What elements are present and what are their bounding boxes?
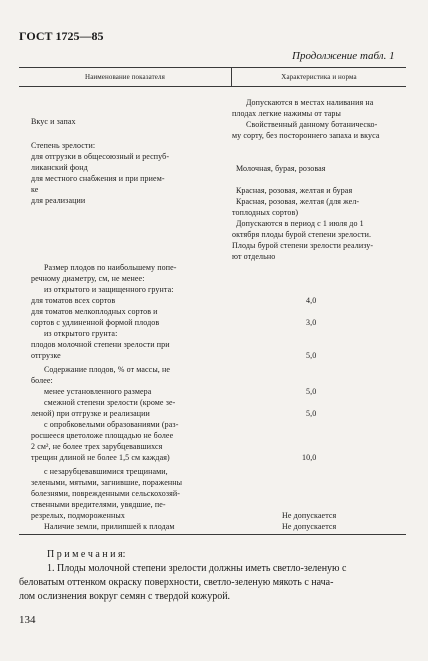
row-taste-smell: Вкус и запах (31, 117, 76, 126)
norm-ripeness-sale-2: топлодных сортов) (232, 208, 299, 217)
norm-size-milk: 5,0 (306, 351, 317, 360)
norm-brown-allowed-3: Плоды бурой степени зрелости реализу- (232, 241, 374, 250)
row-soil: Наличие земли, прилипшей к плодам (44, 522, 175, 531)
row-content: Содержание плодов, % от массы, не (44, 365, 171, 374)
norm-brown-allowed-4: ют отдельно (232, 252, 276, 261)
col-header-parameter: Наименование показателя (85, 73, 165, 81)
row-size-open-protected: из открытого и защищенного грунта: (44, 285, 174, 294)
row-ripeness-sale: для реализации (31, 196, 86, 205)
row-size-milk: плодов молочной степени зрелости при (31, 340, 170, 349)
row-size-small-2: сортов с удлиненной формой плодов (31, 318, 160, 327)
norm-brown-allowed-2: октября плоды бурой степени зрелости. (232, 230, 372, 239)
row-size-small: для томатов мелкоплодных сортов и (31, 307, 158, 316)
note-line-2: беловатым оттенком окраску поверхности, светло-зеленую мякоть с нача- (19, 577, 334, 588)
table-bottom-rule (19, 534, 406, 535)
norm-cracks: Не допускается (282, 511, 337, 520)
row-size-milk-2: отгрузке (31, 351, 61, 360)
row-content-cracks-5: резрелых, подмороженных (31, 511, 125, 520)
row-content-undersize: менее установленного размера (44, 387, 152, 396)
row-content-2: более: (31, 376, 53, 385)
continuation-label: Продолжение табл. 1 (292, 50, 395, 62)
norm-undersize: 5,0 (306, 387, 317, 396)
norm-pressure: Допускаются в местах наливания на (246, 98, 374, 107)
norm-ripeness-union: Молочная, бурая, розовая (236, 164, 326, 173)
row-content-cork-4: трещин длиной не более 1,5 см каждая) (31, 453, 170, 462)
notes-title: П р и м е ч а н и я: (47, 549, 126, 560)
row-content-cracks-3: болезнями, поврежденными сельскохозяй- (31, 489, 181, 498)
table-top-rule (19, 67, 406, 68)
row-content-adjacent-2: леной) при отгрузке и реализации (31, 409, 150, 418)
row-content-cork-2: росшееся цветоложе площадью не более (31, 431, 174, 440)
row-ripeness-union: для отгрузки в общесоюзный и респуб- (31, 152, 170, 161)
norm-brown-allowed: Допускаются в период с 1 июля до 1 (236, 219, 364, 228)
row-size-all-sorts: для томатов всех сортов (31, 296, 116, 305)
header-bottom-rule (19, 86, 406, 87)
row-ripeness-union-2: ликанский фонд (31, 163, 88, 172)
row-content-cracks: с незарубцевавшимися трещинами, (44, 467, 168, 476)
norm-adjacent: 5,0 (306, 409, 317, 418)
col-header-norm: Характеристика и норма (281, 73, 357, 81)
norm-size-all: 4,0 (306, 296, 317, 305)
note-line-3: лом ослизнения вокруг семян с твердой кожурой. (19, 591, 231, 602)
row-size-2: речному диаметру, см, не менее: (31, 274, 145, 283)
row-content-cork-3: 2 см², не более трех зарубцевавшихся (31, 442, 163, 451)
row-ripeness-local-2: ке (31, 185, 39, 194)
norm-soil: Не допускается (282, 522, 337, 531)
row-content-adjacent: смежной степени зрелости (кроме зе- (44, 398, 176, 407)
norm-taste: Свойственный данному ботаническо- (246, 120, 378, 129)
row-ripeness-local: для местного снабжения и при прием- (31, 174, 165, 183)
standard-title: ГОСТ 1725—85 (19, 29, 104, 43)
row-content-cork: с опробковелыми образованиями (раз- (44, 420, 179, 429)
norm-size-small: 3,0 (306, 318, 317, 327)
norm-cork: 10,0 (302, 453, 317, 462)
row-size-open: из открытого грунта: (44, 329, 118, 338)
norm-ripeness-sale: Красная, розовая, желтая (для жел- (236, 197, 360, 206)
row-content-cracks-4: ственными вредителями, увядшие, пе- (31, 500, 166, 509)
row-size: Размер плодов по наибольшему попе- (44, 263, 177, 272)
row-content-cracks-2: зелеными, мятыми, загнившие, пораженны (31, 478, 183, 487)
norm-pressure-2: плодах легкие нажимы от тары (232, 109, 341, 118)
note-line-1: 1. Плоды молочной степени зрелости должны иметь светло-зеленую с (47, 563, 347, 574)
norm-taste-2: му сорту, без постороннего запаха и вкуса (232, 131, 380, 140)
norm-ripeness-local: Красная, розовая, желтая и бурая (236, 186, 353, 195)
page-number: 134 (19, 614, 36, 626)
row-ripeness: Степень зрелости: (31, 141, 96, 150)
